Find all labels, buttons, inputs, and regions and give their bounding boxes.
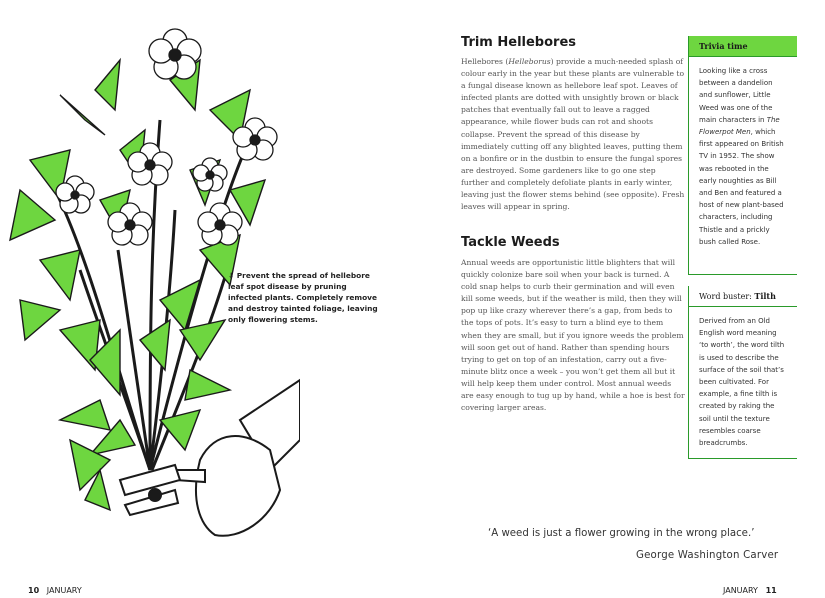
right-page-number: 11: [765, 586, 777, 595]
trivia-body: Looking like a cross between a dandelion and sunflower, Little Weed was one of the main characters in The Flowerpot Men, which first appeared on British TV in 1952. The show was rebooted in the early noughties as Bill and Ben and featured a host of new plant-based characters, including Thistle and a prickly bush called Rose.: [699, 67, 784, 246]
tackle-weeds-title: Tackle Weeds: [461, 235, 560, 250]
word-buster-body: Derived from an Old English word meaning ‘to worth’, the word tilth is used to describe the surface of the soil that’s been cultivated. For example, a fine tilth is created by raking the soil until the texture resembles coarse breadcrumbs.: [699, 317, 785, 448]
left-folio: [28, 586, 82, 595]
tackle-weeds-body: Annual weeds are opportunistic little blighters that will quickly colonize bare soil when your back is turned. A cold snap helps to curb their germination and will even kill some weeds, but if the weather is mild, then they will pop up like crazy wherever there’s a gap, from beds to the tops of pots. It’s easy to turn a blind eye to them when they are small, but if you ignore weeds the problem will soon get out of hand. Rather than spending hours trying to get on top of an infestation, carry out a five-minute blitz once a week – you won’t get them all but it will help keep them under control. Most annual weeds are easy enough to tug up by hand, while a hoe is best for covering larger areas.: [461, 258, 685, 413]
trim-hellebores-body: Hellebores (Helleborus) provide a much-needed splash of colour early in the year but these plants are vulnerable to a fungal disease known as hellebore leaf spot. Leaves of infected plants are dotted with unsightly brown or black patches that eventually fall out to leave a ragged appearance, while flower buds can rot and shoots collapse. Prevent the spread of this disease by immediately cutting off any blighted leaves, putting them on a bonfire or in the dustbin to ensure the fungal spores are destroyed. Some gardeners like to go one step further and completely defoliate plants in early winter, leaving just the flower stems behind (see opposite). Fresh leaves will appear in spring.: [461, 57, 685, 212]
trim-hellebores-title: Trim Hellebores: [461, 35, 577, 50]
left-running-head: JANUARY: [46, 586, 82, 595]
trivia-sidebar: [688, 36, 797, 275]
illustration-caption: ↓ Prevent the spread of hellebore leaf spot disease by pruning infected plants. Completely remove and destroy tainted foliage, leaving only flowering stems.: [228, 271, 378, 324]
quote-author: George Washington Carver: [636, 550, 779, 561]
word-buster-sidebar: [688, 286, 797, 459]
trivia-heading: Trivia time: [689, 36, 797, 57]
left-page-number: 10: [28, 586, 40, 595]
right-running-head: JANUARY: [723, 586, 758, 595]
right-folio: [723, 586, 777, 595]
pull-quote: ‘A weed is just a flower growing in the wrong place.’: [488, 528, 755, 539]
word-buster-heading: Word buster: Tilth: [689, 286, 797, 307]
